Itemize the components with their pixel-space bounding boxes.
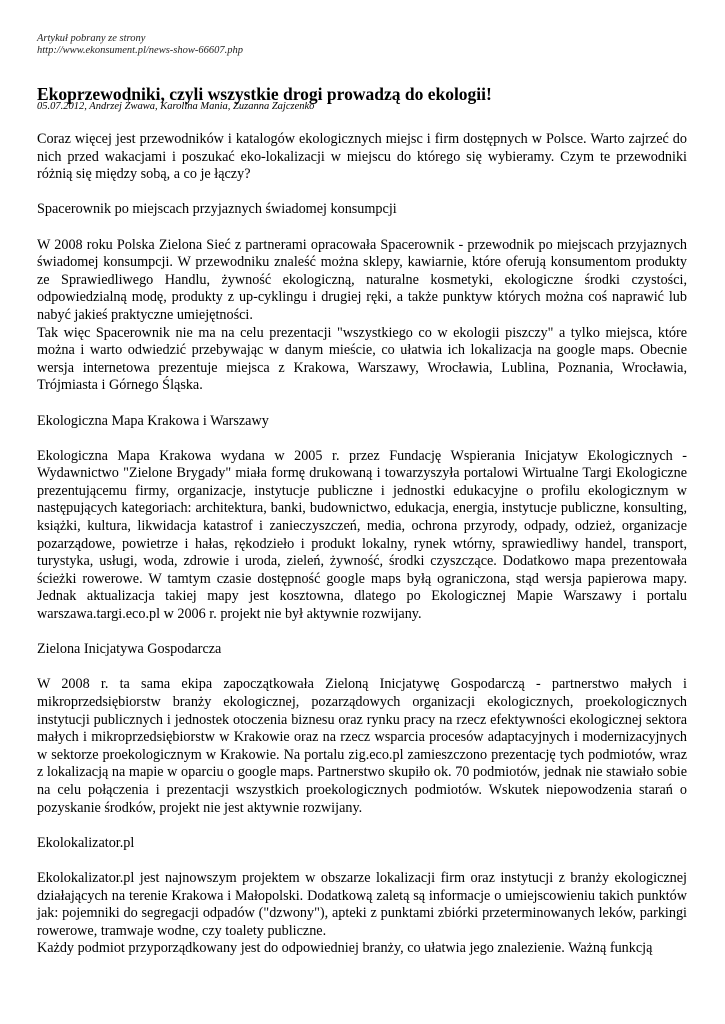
zielona-inicjatywa-paragraph: W 2008 r. ta sama ekipa zapoczątkowała Zieloną Inicjatywę Gospodarczą - partnerstwo małych i mikroprzedsiębiorstw branży ekologicznej, pozarządowych organizacji ekologicznych, proekologicznych instytucji publicznych i jednostek otoczenia biznesu oraz rynku pracy na rzecz efektywności ekologicznej sektora małych i mikroprzedsiębiorstw w Krakowie oraz na rzecz wsparcia procesów adaptacyjnych i modernizacyjnych w sektorze proekologicznym w Krakowie. Na portalu zig.eco.pl zamieszczono prezentację tych podmiotów, wraz z lokalizacją na mapie w oparciu o google maps. Partnerstwo skupiło ok. 70 podmiotów, jednak nie stawiało sobie na celu połączenia i prezentacji wszystkich proekologicznych podmiotów. Wskutek niepowodzenia starań o pozyskanie środków, projekt nie jest aktywnie rozwijany. bbox=[37, 676, 687, 816]
article-meta: 05.07.2012, Andrzej Żwawa, Karolina Mania, Zuzanna Zajczenko bbox=[37, 101, 315, 112]
section-heading-zielona-inicjatywa: Zielona Inicjatywa Gospodarcza bbox=[37, 641, 222, 658]
ekolokalizator-paragraph-1: Ekolokalizator.pl jest najnowszym projektem w obszarze lokalizacji firm oraz instytucji z branży ekologicznej działających na terenie Krakowa i Małopolski. Dodatkową zaletą są informacje o umiejscowieniu takich punktów jak: pojemniki do segregacji odpadów ("dzwony"), apteki z punktami zbiórki przeterminowanych leków, parkingi rowerowe, tramwaje wodne, czy toalety publiczne. bbox=[37, 869, 687, 939]
section-heading-spacerownik: Spacerownik po miejscach przyjaznych świadomej konsumpcji bbox=[37, 201, 397, 218]
section-heading-ekologiczna-mapa: Ekologiczna Mapa Krakowa i Warszawy bbox=[37, 412, 269, 429]
source-url[interactable]: http://www.ekonsument.pl/news-show-66607.php bbox=[37, 45, 244, 56]
ekolokalizator-paragraph-2: Każdy podmiot przyporządkowany jest do odpowiedniej branży, co ułatwia jego znalezienie. Ważną funkcją bbox=[37, 940, 653, 957]
source-label: Artykuł pobrany ze strony bbox=[37, 33, 146, 44]
article-body bbox=[37, 131, 687, 958]
intro-paragraph: Coraz więcej jest przewodników i katalogów ekologicznych miejsc i firm dostępnych w Polsce. Warto zajrzeć do nich przed wakacjami i poszukać eko-lokalizacji w miejscu do którego się wybieramy. Czym te przewodniki różnią się między sobą, a co je łączy? bbox=[37, 131, 687, 183]
spacerownik-paragraph-2: Tak więc Spacerownik nie ma na celu prezentacji "wszystkiego co w ekologii piszczy" a tylko miejsca, które można i warto odwiedzić przebywając w danym mieście, co ułatwia ich lokalizacja na google maps. Obecnie wersja internetowa prezentuje miejsca z Krakowa, Warszawy, Wrocławia, Lublina, Poznania, Wrocławia, Trójmiasta i Górnego Śląska. bbox=[37, 324, 687, 394]
ekologiczna-mapa-paragraph: Ekologiczna Mapa Krakowa wydana w 2005 r. przez Fundację Wspierania Inicjatyw Ekologicznych - Wydawnictwo "Zielone Brygady" miała formę drukowaną i towarzyszyła portalowi Wirtualne Targi Ekologiczne prezentującemu firmy, organizacje, instytucje publiczne i jednostki edukacyjne o profilu ekologicznym w następujących kategoriach: architektura, banki, budownictwo, edukacja, energia, instytucje publiczne, konsulting, książki, kultura, likwidacja katastrof i zanieczyszczeń, media, ochrona przyrody, odpady, odzież, organizacje pozarządowe, powietrze i hałas, rękodzieło i produkt lokalny, rynek wtórny, sprawiedliwy handel, transport, turystyka, usługi, woda, zdrowie i uroda, zieleń, żywność, środki czyszczące. Dodatkowo mapa prezentowała ścieżki rowerowe. W tamtym czasie dostępność google maps byłą ograniczona, stąd wersja papierowa mapy. Jednak aktualizacja takiej mapy jest kosztowna, dlatego po Ekologicznej Mapie Warszawy i portalu warszawa.targi.eco.pl w 2006 r. projekt nie był aktywnie rozwijany. bbox=[37, 447, 687, 623]
source-note bbox=[37, 33, 243, 57]
spacerownik-paragraph-1: W 2008 roku Polska Zielona Sieć z partnerami opracowała Spacerownik - przewodnik po miejscach przyjaznych świadomej konsumpcji. W przewodniku znaleść można sklepy, kawiarnie, które oferują konsumentom produkty ze Sprawiedliwego Handlu, żywność ekologiczną, naturalne kosmetyki, ekologiczne środki czystości, odpowiedzialną modę, produkty z up-cyklingu i drugiej ręki, a także punktyw których można coś naprawić lub nabyć jakieś praktyczne umiejętności. bbox=[37, 236, 687, 323]
section-heading-ekolokalizator: Ekolokalizator.pl bbox=[37, 834, 135, 851]
article-title: Ekoprzewodniki, czyli wszystkie drogi prowadzą do ekologii! bbox=[37, 84, 492, 104]
